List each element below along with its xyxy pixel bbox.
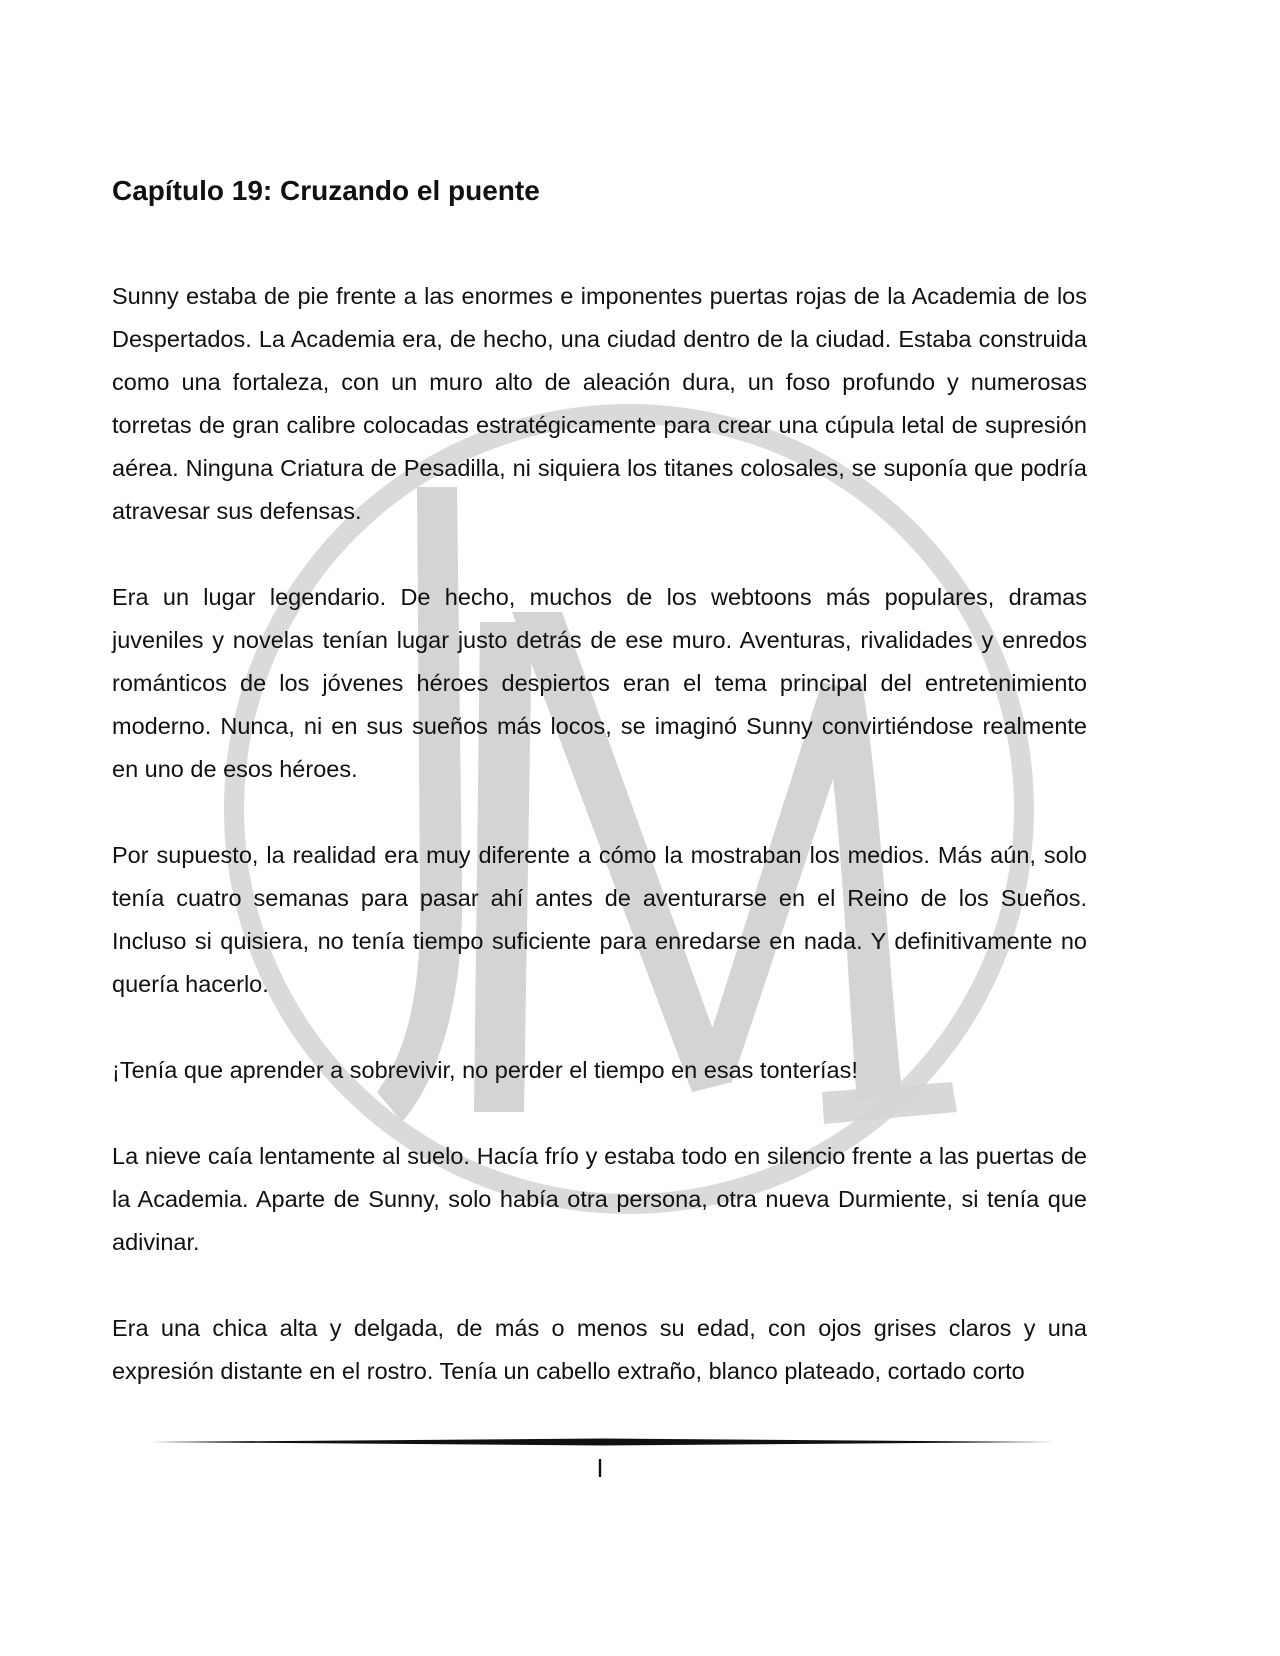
paragraph-1: Sunny estaba de pie frente a las enormes e imponentes puertas rojas de la Academia de los Despertados. La Academia era, de hecho, una ciudad dentro de la ciudad. Estaba construida como una fortaleza, con un muro alto de aleación dura, un foso profundo y numerosas torretas de gran calibre colocadas estratégicamente para crear una cúpula letal de supresión aérea. Ninguna Criatura de Pesadilla, ni siquiera los titanes colosales, se suponía que podría atravesar sus defensas.: [112, 283, 1087, 524]
page-number: I: [596, 1453, 604, 1483]
paragraph-3: Por supuesto, la realidad era muy diferente a cómo la mostraban los medios. Más aún, solo tenía cuatro semanas para pasar ahí antes de aventurarse en el Reino de los Sueños. Incluso si quisiera, no tenía tiempo suficiente para enredarse en nada. Y definitivamente no quería hacerlo.: [112, 842, 1087, 997]
paragraph-2: Era un lugar legendario. De hecho, muchos de los webtoons más populares, dramas juveniles y novelas tenían lugar justo detrás de ese muro. Aventuras, rivalidades y enredos románticos de los jóvenes héroes despiertos eran el tema principal del entretenimiento moderno. Nunca, ni en sus sueños más locos, se imaginó Sunny convirtiéndose realmente en uno de esos héroes.: [112, 584, 1087, 782]
footer-divider: [150, 1437, 1055, 1447]
paragraph-4: ¡Tenía que aprender a sobrevivir, no perder el tiempo en esas tonterías!: [112, 1057, 858, 1083]
paragraph-6: Era una chica alta y delgada, de más o menos su edad, con ojos grises claros y una expresión distante en el rostro. Tenía un cabello extraño, blanco plateado, cortado corto: [112, 1315, 1087, 1384]
chapter-title: Capítulo 19: Cruzando el puente: [112, 175, 540, 206]
chapter-body: [112, 275, 1087, 1393]
paragraph-5: La nieve caía lentamente al suelo. Hacía frío y estaba todo en silencio frente a las puertas de la Academia. Aparte de Sunny, solo había otra persona, otra nueva Durmiente, si tenía que adivinar.: [112, 1143, 1087, 1255]
